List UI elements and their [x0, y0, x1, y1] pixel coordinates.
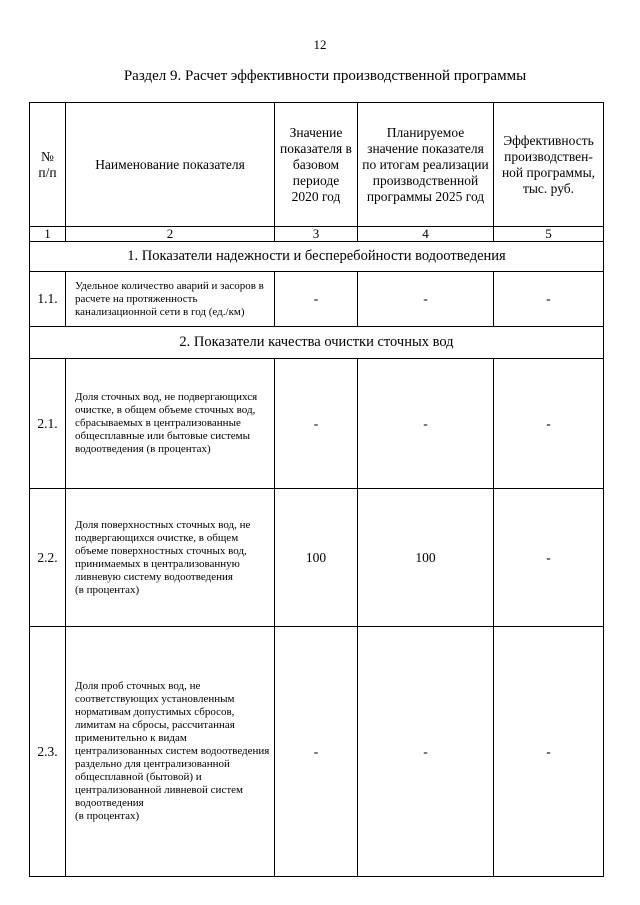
base-value: 100	[275, 489, 358, 627]
column-number: 4	[358, 227, 494, 242]
page-number: 12	[313, 37, 327, 52]
efficiency-value: -	[494, 489, 604, 627]
efficiency-value: -	[494, 627, 604, 877]
indicator-name: Удельное количество аварий и засоров в расчете на протяженность канализационной сети в год (ед./км)	[66, 272, 275, 327]
column-number: 5	[494, 227, 604, 242]
planned-value: -	[358, 627, 494, 877]
indicator-number: 1.1.	[30, 272, 66, 327]
indicator-number: 2.3.	[30, 627, 66, 877]
column-number: 3	[275, 227, 358, 242]
indicator-name: Доля поверхностных сточных вод, не подвергающихся очистке, в общем объеме поверхностных сточных вод, принимаемых в централизованную ливневую систему водоотведения (в процентах)	[66, 489, 275, 627]
column-number: 1	[30, 227, 66, 242]
section-title: Раздел 9. Расчет эффективности производственной программы	[123, 68, 527, 84]
table-row	[30, 272, 604, 327]
column-number: 2	[66, 227, 275, 242]
planned-value: -	[358, 359, 494, 489]
group-title: 2. Показатели качества очистки сточных вод	[30, 327, 604, 359]
table-row	[30, 359, 604, 489]
indicator-name: Доля проб сточных вод, не соответствующих установленным нормативам допустимых сбросов, лимитам на сбросы, рассчитанная применительно к видам централизованных систем водоотведения раздельно для централизованной общесплавной (бытовой) и централизованной ливневой систем водоотведения (в процентах)	[66, 627, 275, 877]
table-row	[30, 627, 604, 877]
base-value: -	[275, 627, 358, 877]
base-value: -	[275, 272, 358, 327]
indicator-name: Доля сточных вод, не подвергающихся очистке, в общем объеме сточных вод, сбрасываемых в централизованные общесплавные или бытовые системы водоотведения (в процентах)	[66, 359, 275, 489]
efficiency-value: -	[494, 359, 604, 489]
efficiency-table	[29, 102, 604, 877]
efficiency-value: -	[494, 272, 604, 327]
indicator-number: 2.2.	[30, 489, 66, 627]
header-row	[30, 103, 604, 227]
group-title: 1. Показатели надежности и бесперебойности водоотведения	[30, 242, 604, 272]
planned-value: 100	[358, 489, 494, 627]
header-indicator-name: Наименование показателя	[66, 103, 275, 227]
indicator-number: 2.1.	[30, 359, 66, 489]
header-number: № п/п	[30, 103, 66, 227]
header-base-value: Значение показателя в базовом периоде 2020 год	[275, 103, 358, 227]
base-value: -	[275, 359, 358, 489]
header-planned-value: Планируемое значение показателя по итогам реализации производственной программы 2025 год	[358, 103, 494, 227]
group-header-row	[30, 327, 604, 359]
group-header-row	[30, 242, 604, 272]
planned-value: -	[358, 272, 494, 327]
table-row	[30, 489, 604, 627]
header-efficiency: Эффективность производствен-ной программы, тыс. руб.	[494, 103, 604, 227]
column-number-row	[30, 227, 604, 242]
